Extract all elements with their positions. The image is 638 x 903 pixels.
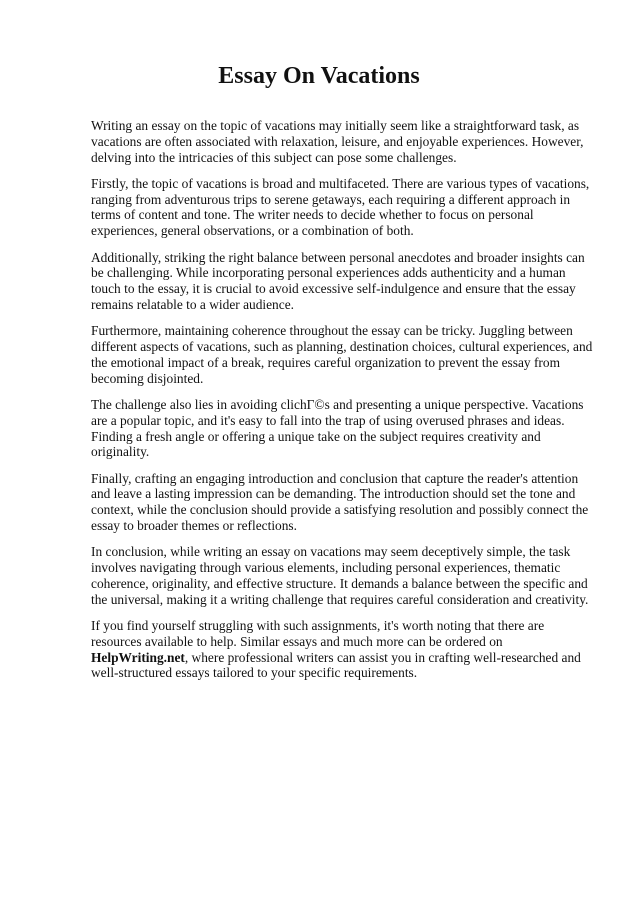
closing-text-before-link: If you find yourself struggling with such assignments, it's worth noting that there are resources available to help. Similar essays and much more can be ordered on bbox=[91, 618, 545, 649]
essay-body bbox=[91, 118, 597, 692]
paragraph-intro: Writing an essay on the topic of vacations may initially seem like a straightforward task, as vacations are often associated with relaxation, leisure, and enjoyable experiences. However, delving into the intricacies of this subject can pose some challenges. bbox=[91, 118, 584, 165]
page-title: Essay On Vacations bbox=[218, 63, 420, 89]
paragraph-additionally: Additionally, striking the right balance between personal anecdotes and broader insights can be challenging. While incorporating personal experiences adds authenticity and a human touch to the essay, it is crucial to avoid excessive self-indulgence and ensure that the essay remains relatable to a wider audience. bbox=[91, 249, 585, 312]
paragraph-closing bbox=[91, 618, 597, 681]
closing-text-after-link: , where professional writers can assist you in crafting well-researched and well-structured essays tailored to your specific requirements. bbox=[91, 649, 581, 681]
paragraph-firstly: Firstly, the topic of vacations is broad and multifaceted. There are various types of vacations, ranging from adventurous trips to serene getaways, each requiring a different approach in terms of content and tone. The writer needs to decide whether to focus on personal experiences, general observations, or a combination of both. bbox=[91, 175, 590, 239]
helpwriting-link[interactable]: HelpWriting.net bbox=[91, 649, 185, 665]
paragraph-furthermore: Furthermore, maintaining coherence throughout the essay can be tricky. Juggling between different aspects of vacations, such as planning, destination choices, cultural experiences, and the emotional impact of a break, requires careful organization to prevent the essay from becoming disjointed. bbox=[91, 323, 593, 386]
paragraph-conclusion: In conclusion, while writing an essay on vacations may seem deceptively simple, the task involves navigating through various elements, including personal experiences, thematic coherence, originality, and effective structure. It demands a balance between the specific and the universal, making it a writing challenge that requires careful consideration and creativity. bbox=[91, 544, 589, 607]
paragraph-finally: Finally, crafting an engaging introduction and conclusion that capture the reader's attention and leave a lasting impression can be demanding. The introduction should set the tone and context, while the conclusion should provide a satisfying resolution and possibly connect the essay to broader themes or reflections. bbox=[91, 470, 589, 534]
paragraph-challenge: The challenge also lies in avoiding clichГ©s and presenting a unique perspective. Vacations are a popular topic, and it's easy to fall into the trap of using overused phrases and ideas. Finding a fresh angle or offering a unique take on the subject requires creativity and originality. bbox=[91, 396, 584, 460]
